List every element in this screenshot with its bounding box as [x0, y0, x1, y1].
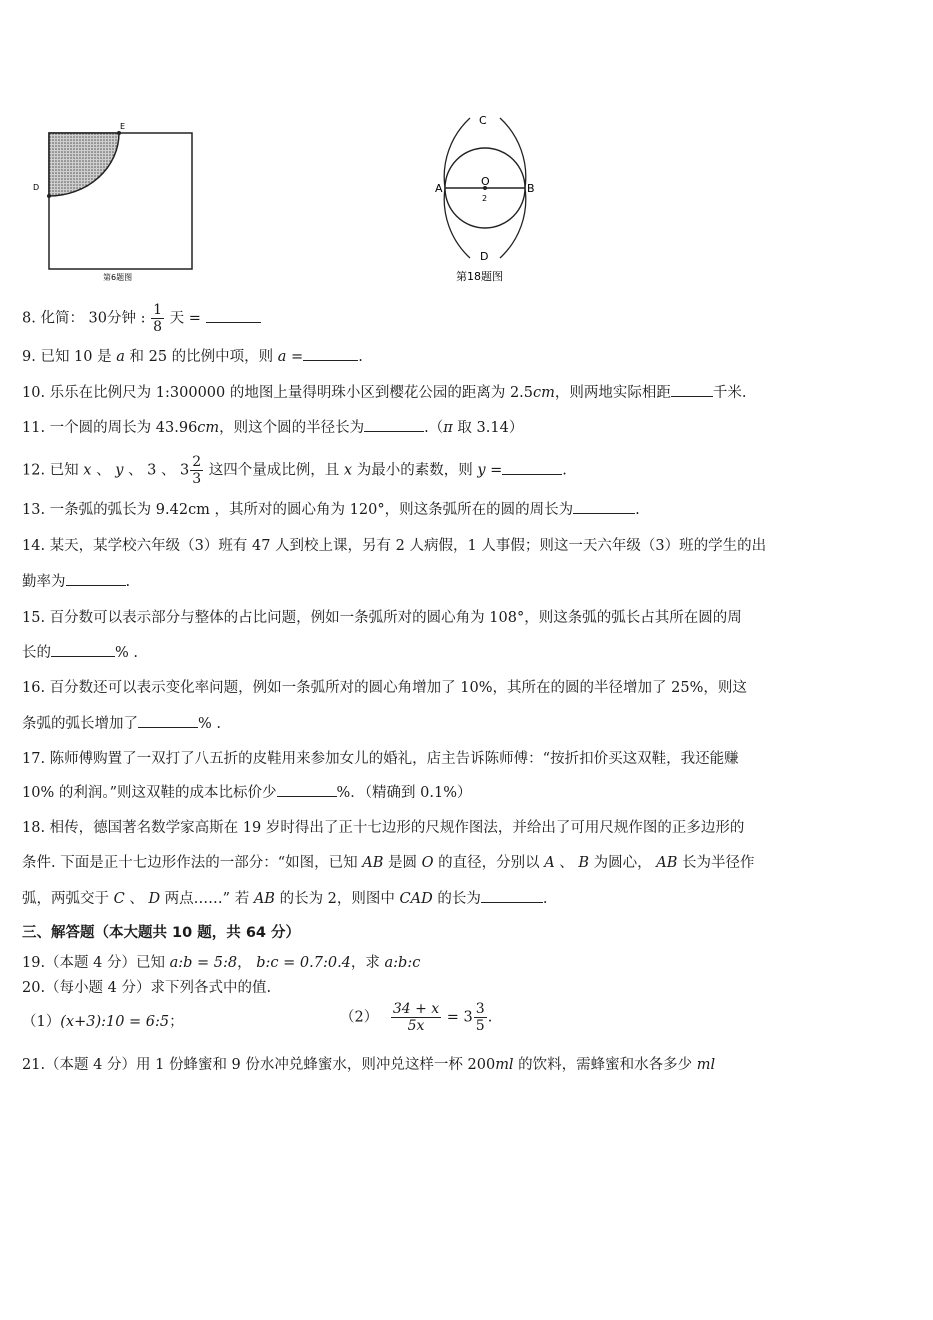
q8-num: 1	[153, 302, 163, 318]
q8-den: 8	[153, 319, 163, 335]
q11-end: .（	[424, 420, 444, 436]
answer-blank[interactable]	[138, 713, 198, 728]
figure-6-diagram	[25, 118, 205, 283]
q18-text: 的长为 2，则图中	[274, 891, 400, 907]
q10-text: ，则两地实际相距	[554, 385, 671, 401]
q19-text: ，求	[350, 955, 385, 971]
q18-text: 两点……” 若	[160, 891, 254, 907]
question-12	[22, 454, 567, 487]
q21-unit: ml	[495, 1057, 514, 1073]
question-16-line1: 16. 百分数还可以表示变化率问题，例如一条弧所对的圆心角增加了 10%，其所在的圆的半径增加了 25%，则这	[22, 680, 747, 696]
q19-text: ，	[237, 955, 257, 971]
q19-ratio: b:c = 0.7:0.4	[256, 955, 351, 971]
answer-blank[interactable]	[502, 460, 562, 475]
answer-blank[interactable]	[51, 642, 115, 657]
answer-blank[interactable]	[364, 417, 424, 432]
q20-p2-num: 34 + x	[392, 1001, 440, 1017]
q21-unit: ml	[696, 1057, 716, 1073]
question-15-line1: 15. 百分数可以表示部分与整体的占比问题，例如一条弧所对的圆心角为 108°，则这条弧的弧长占其所在圆的周	[22, 610, 742, 626]
q8-suffix: 天 =	[169, 310, 201, 327]
q18-text: 弧，两弧交于	[22, 891, 114, 907]
answer-blank[interactable]	[671, 382, 713, 397]
q18-text: 是圆	[383, 855, 422, 871]
q12-text: 、	[91, 462, 116, 479]
q20-p2-fden: 5	[475, 1018, 485, 1034]
figure-18	[430, 110, 540, 285]
q14-text: 勤率为	[22, 574, 66, 590]
q20-p2-label: （2）	[340, 1009, 379, 1026]
var-a: A	[544, 855, 555, 871]
answer-blank[interactable]	[303, 346, 358, 361]
question-18-line3	[22, 888, 547, 910]
q21-text: 的饮料，需蜂蜜和水各多少	[513, 1057, 697, 1073]
q15-end: % .	[115, 645, 138, 661]
q12-text: 、 3 、 3	[123, 462, 190, 479]
q20-p2-mixed	[474, 1001, 487, 1034]
q14-end: .	[125, 574, 131, 590]
q21-text: 21.（本题 4 分）用 1 份蜂蜜和 9 份水冲兑蜂蜜水，则冲兑这样一杯 200	[22, 1057, 496, 1073]
q12-text: 12. 已知	[22, 462, 84, 479]
q12-num: 2	[192, 454, 202, 470]
figure-18-diagram	[430, 110, 540, 285]
q13-text: 13. 一条弧的弧长为 9.42cm ，其所对的圆心角为 120°，则这条弧所在的圆的周长为	[22, 502, 574, 518]
caption: 第6题图	[103, 273, 133, 282]
label-d: D	[480, 250, 489, 263]
var-y: y	[477, 462, 486, 479]
arc-cad: CAD	[399, 891, 433, 907]
label-b: B	[527, 182, 535, 195]
label-a: A	[435, 182, 443, 195]
var-d: D	[148, 891, 161, 907]
question-20-part2	[340, 1001, 492, 1034]
q18-text: 为圆心，	[589, 855, 657, 871]
q9-text: 9. 已知 10 是	[22, 349, 117, 365]
q20-p2-fnum: 3	[475, 1001, 485, 1017]
q11-pi: π	[443, 420, 453, 436]
var-x: x	[343, 462, 353, 479]
q11-text: ，则这个圆的半径长为	[219, 420, 365, 436]
label-d: D	[33, 183, 40, 192]
var-y: y	[115, 462, 124, 479]
var-c: C	[113, 891, 125, 907]
label-mark: 2	[482, 194, 488, 203]
q18-text: 长为半径作	[677, 855, 755, 871]
question-18-line2	[22, 852, 755, 874]
q11-end2: 取 3.14）	[452, 420, 524, 436]
q11-text: 11. 一个圆的周长为 43.96	[22, 420, 198, 436]
q12-den: 3	[192, 471, 202, 487]
q16-end: % .	[198, 716, 221, 732]
var-ab: AB	[656, 855, 678, 871]
question-20-part1	[22, 1011, 184, 1033]
var-o: O	[421, 855, 434, 871]
q20-p1-expr: (x+3):10 = 6:5	[60, 1014, 170, 1030]
section-3-heading: 三、解答题（本大题共 10 题，共 64 分）	[22, 925, 301, 941]
label-c: C	[479, 114, 487, 127]
question-17-line1: 17. 陈师傅购置了一双打了八五折的皮鞋用来参加女儿的婚礼，店主告诉陈师傅：“按折扣价买这双鞋，我还能赚	[22, 751, 739, 767]
q20-p1-label: （1）	[22, 1014, 61, 1030]
question-21	[22, 1054, 715, 1076]
q18-text: 的直径，分别以	[433, 855, 545, 871]
answer-blank[interactable]	[277, 782, 337, 797]
shaded-quarter-circle	[49, 133, 119, 196]
q19-text: 19.（本题 4 分）已知	[22, 955, 170, 971]
answer-blank[interactable]	[573, 499, 635, 514]
q17-end: %．（精确到 0.1%）	[336, 785, 472, 801]
q12-fraction	[190, 454, 203, 487]
q18-text: 、	[124, 891, 149, 907]
question-15-line2	[22, 642, 138, 664]
var-x: x	[83, 462, 92, 479]
q10-unit: cm	[533, 385, 555, 401]
q18-text: 的长为	[432, 891, 481, 907]
q12-end: .	[562, 462, 567, 479]
q20-p2-end: .	[487, 1009, 493, 1026]
q19-ratio: a:b:c	[384, 955, 421, 971]
var-a: a	[116, 349, 125, 365]
question-18-line1: 18. 相传，德国著名数学家高斯在 19 岁时得出了正十七边形的尺规作图法，并给出了可用尺规作图的正多边形的	[22, 820, 745, 836]
var-b: B	[578, 855, 590, 871]
question-19	[22, 952, 420, 974]
q9-text: 和 25 的比例中项，则	[124, 349, 278, 365]
q8-fraction	[151, 302, 164, 335]
q8-prefix: 8. 化简： 30分钟 :	[22, 310, 146, 327]
var-ab: AB	[253, 891, 275, 907]
q19-ratio: a:b = 5:8	[169, 955, 238, 971]
caption: 第18题图	[456, 270, 503, 283]
q10-text: 10. 乐乐在比例尺为 1:300000 的地图上量得明珠小区到樱花公园的距离为 2.5	[22, 385, 534, 401]
q17-text: 10% 的利润。”则这双鞋的成本比标价少	[22, 785, 277, 801]
question-13	[22, 499, 640, 521]
var-ab: AB	[362, 855, 384, 871]
q18-end: .	[542, 891, 548, 907]
question-8	[22, 302, 261, 335]
label-e: E	[120, 122, 126, 131]
q10-end: 千米.	[712, 385, 747, 401]
question-20-title: 20.（每小题 4 分）求下列各式中的值.	[22, 980, 272, 996]
q20-p2-eq: = 3	[442, 1009, 473, 1026]
figure-6	[25, 118, 205, 283]
question-16-line2	[22, 713, 221, 735]
q12-text: 这四个量成比例，且	[204, 462, 344, 479]
question-14-line2	[22, 571, 130, 593]
answer-blank[interactable]	[481, 888, 543, 903]
var-a: a	[277, 349, 287, 365]
answer-blank[interactable]	[206, 308, 261, 323]
question-11	[22, 417, 523, 439]
q16-text: 条弧的弧长增加了	[22, 716, 138, 732]
q15-text: 长的	[22, 645, 51, 661]
q20-p1-end: ；	[169, 1014, 184, 1030]
label-o: O	[481, 175, 490, 188]
q11-unit: cm	[197, 420, 220, 436]
question-10	[22, 382, 747, 404]
question-17-line2	[22, 782, 471, 804]
q20-p2-fraction	[391, 1001, 441, 1034]
q12-text: 为最小的素数，则	[352, 462, 478, 479]
q9-text: =	[286, 349, 304, 365]
q20-p2-den: 5x	[407, 1018, 425, 1034]
q18-text: 条件. 下面是正十七边形作法的一部分：“如图，已知	[22, 855, 363, 871]
q13-end: .	[635, 502, 640, 518]
q18-text: 、	[554, 855, 579, 871]
question-9	[22, 346, 363, 368]
q12-text: =	[485, 462, 503, 479]
answer-blank[interactable]	[66, 571, 126, 586]
q9-end: .	[358, 349, 363, 365]
question-14-line1: 14. 某天，某学校六年级（3）班有 47 人到校上课，另有 2 人病假，1 人事假；则这一天六年级（3）班的学生的出	[22, 538, 767, 554]
